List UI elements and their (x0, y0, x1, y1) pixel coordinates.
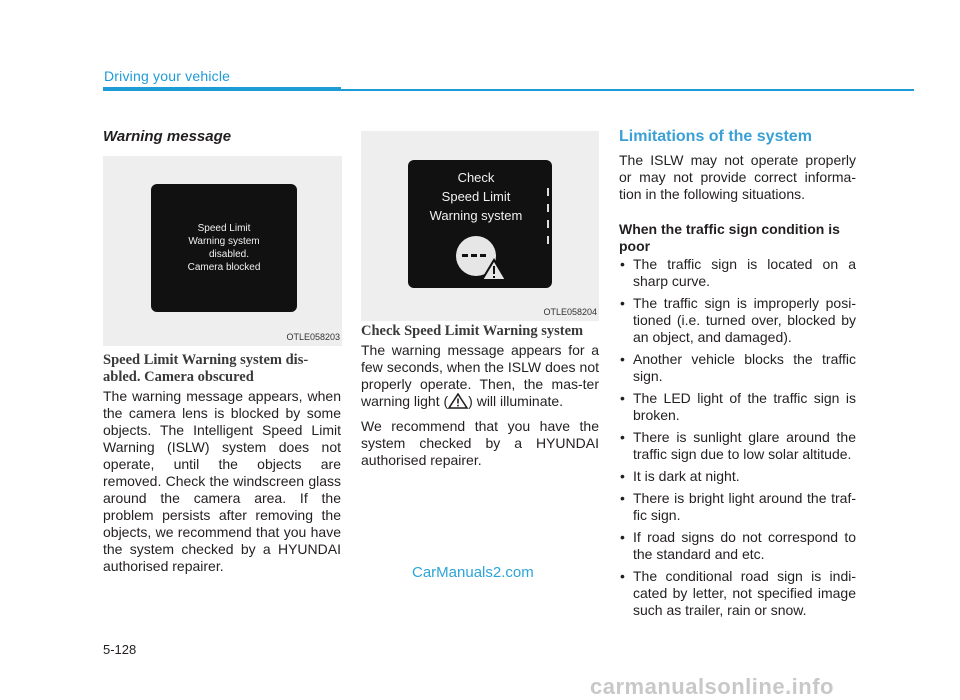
limitations-intro: The ISLW may not operate properly or may not provide correct informa-tion in the following situations. (619, 152, 856, 202)
camera-blocked-paragraph: The warning message appears, when the camera lens is blocked by some objects. The Intelligent Speed Limit Warning (ISLW) system does not operate, until the objects are removed. Check the windscreen glass around the camera area. If the problem persists after removing the objects, we recommend that you have the system checked by a HYUNDAI authorised repairer. (103, 388, 341, 574)
screen-line: Warning system (429, 208, 523, 223)
scale-ticks-icon (546, 188, 550, 254)
paragraph-text: ) will illuminate. (468, 393, 564, 409)
screen-line: Check (457, 170, 495, 185)
limitations-list (619, 256, 856, 624)
footer-watermark: carmanualsonline.info (590, 674, 834, 699)
screen-line: disabled. (208, 249, 250, 260)
limitations-heading: Limitations of the system (619, 128, 812, 145)
speed-limit-warning-icon (454, 234, 510, 282)
cluster-display (408, 160, 552, 288)
screen-line: Speed Limit (441, 189, 511, 204)
section-title: Driving your vehicle (104, 68, 231, 84)
check-system-subheading: Check Speed Limit Warning system (361, 323, 584, 339)
screen-line: Warning system (188, 236, 260, 247)
figure-code: OTLE058204 (543, 307, 597, 317)
warning-message-heading: Warning message (103, 128, 232, 145)
recommend-paragraph: We recommend that you have the system checked by a HYUNDAI authorised repairer. (361, 418, 599, 468)
check-system-body (361, 342, 599, 477)
master-warning-icon (448, 393, 468, 409)
figure-check-system (361, 131, 599, 321)
figure-code: OTLE058203 (286, 332, 340, 342)
screen-line: Camera blocked (187, 262, 261, 273)
list-item: • The conditional road sign is indi-cated by letter, not specified image such as trailer, rain or snow. (620, 568, 856, 618)
list-item: • The LED light of the traffic sign is broken. (620, 390, 856, 423)
list-item: • It is dark at night. (620, 468, 740, 484)
check-system-paragraph (361, 342, 599, 410)
cluster-display (151, 184, 297, 312)
header-rule-thick (103, 87, 341, 91)
screen-line: Speed Limit (197, 223, 251, 234)
list-item: • The traffic sign is located on a sharp curve. (620, 256, 856, 289)
carmanuals-watermark[interactable]: CarManuals2.com (412, 564, 534, 581)
paragraph-text: The warning message appears for a few seconds, when the ISLW does not properly operate. Then, the mas-ter warning light ( (361, 342, 599, 409)
list-item: • There is bright light around the traf-fic sign. (620, 490, 856, 523)
header-rule-thin (341, 89, 914, 91)
figure-camera-blocked (103, 156, 342, 346)
list-item: • Another vehicle blocks the traffic sign. (620, 351, 856, 384)
list-item: • If road signs do not correspond to the standard and etc. (620, 529, 856, 562)
page-number: 5-128 (103, 642, 137, 657)
list-item: • The traffic sign is improperly posi-tioned (i.e. turned over, blocked by an object, and damaged). (620, 295, 856, 345)
camera-blocked-subheading: Speed Limit Warning system dis-abled. Camera obscured (103, 352, 309, 385)
list-item: • There is sunlight glare around the traffic sign due to low solar altitude. (620, 429, 856, 462)
traffic-sign-subheading: When the traffic sign condition is poor (619, 221, 840, 254)
